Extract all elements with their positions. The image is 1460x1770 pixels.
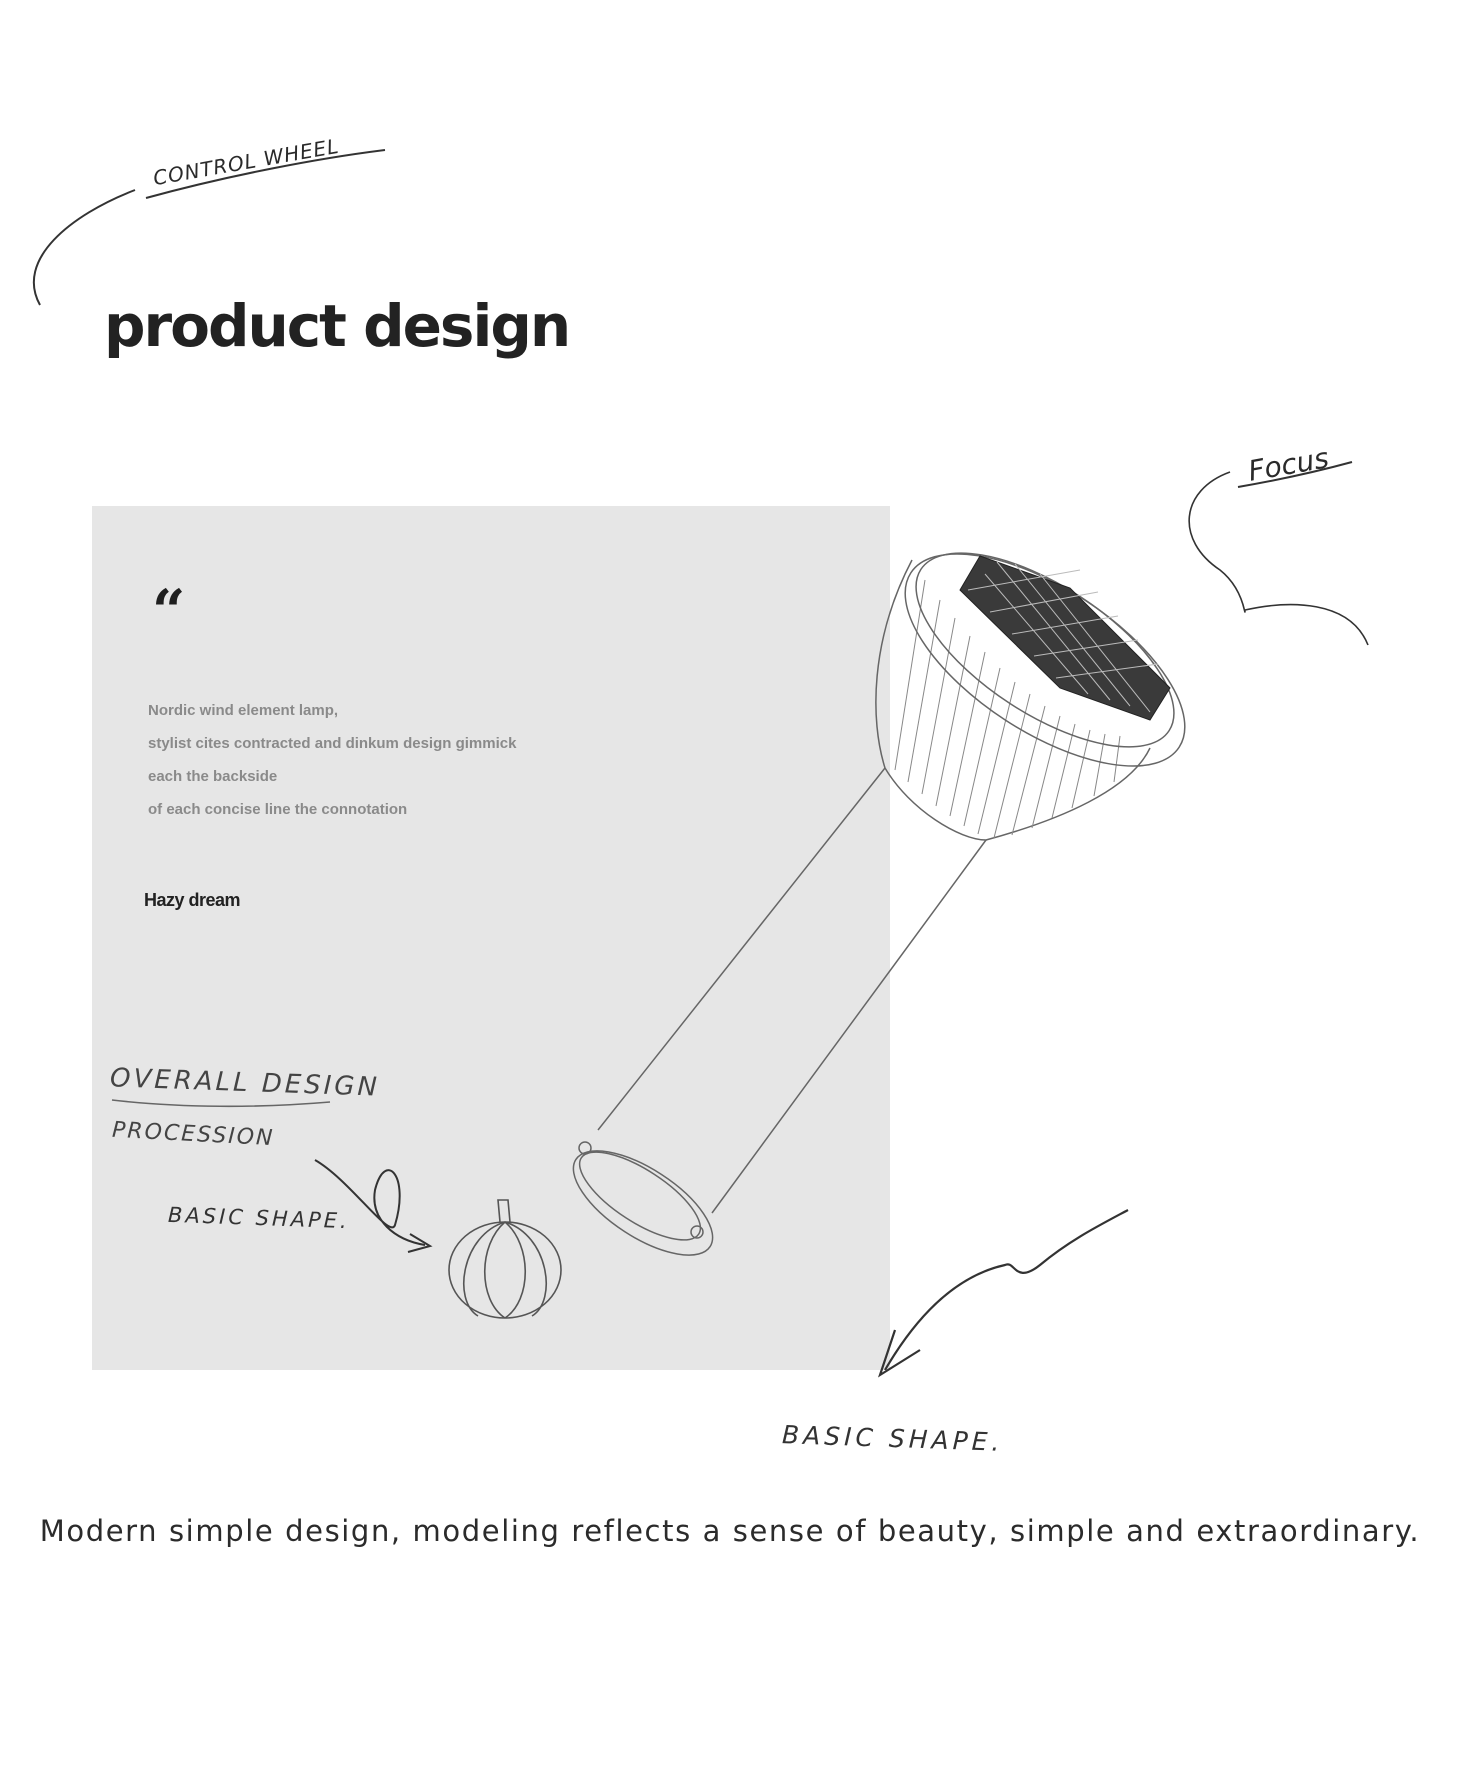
control-wheel-annotation: CONTROL WHEEL <box>151 133 341 191</box>
zigzag-arrow <box>885 1210 1128 1370</box>
footer-caption: Modern simple design, modeling reflects a sense of beauty, simple and extraordinary. <box>39 1514 1421 1548</box>
description-line: each the backside <box>148 768 278 785</box>
description-line: of each concise line the connotation <box>148 801 408 818</box>
focus-stroke <box>1189 472 1368 645</box>
panel-subtitle: Hazy dream <box>144 890 241 910</box>
procession-annotation: PROCESSION <box>111 1117 276 1152</box>
quote-mark-icon: “ <box>152 577 186 645</box>
description-line: Nordic wind element lamp, <box>148 702 339 719</box>
solar-panel-icon <box>960 556 1170 720</box>
basic-shape-annotation-inner: BASIC SHAPE. <box>167 1202 351 1234</box>
description-list <box>148 694 516 826</box>
page-title: product design <box>104 292 570 360</box>
basic-shape-annotation-outer: BASIC SHAPE. <box>781 1420 1004 1457</box>
control-wheel-stroke <box>34 190 135 305</box>
description-line: stylist cites contracted and dinkum design gimmick <box>148 735 517 752</box>
focus-annotation: Focus <box>1245 441 1332 488</box>
overall-design-annotation: OVERALL DESIGN <box>109 1063 381 1103</box>
description-panel <box>92 506 890 1370</box>
